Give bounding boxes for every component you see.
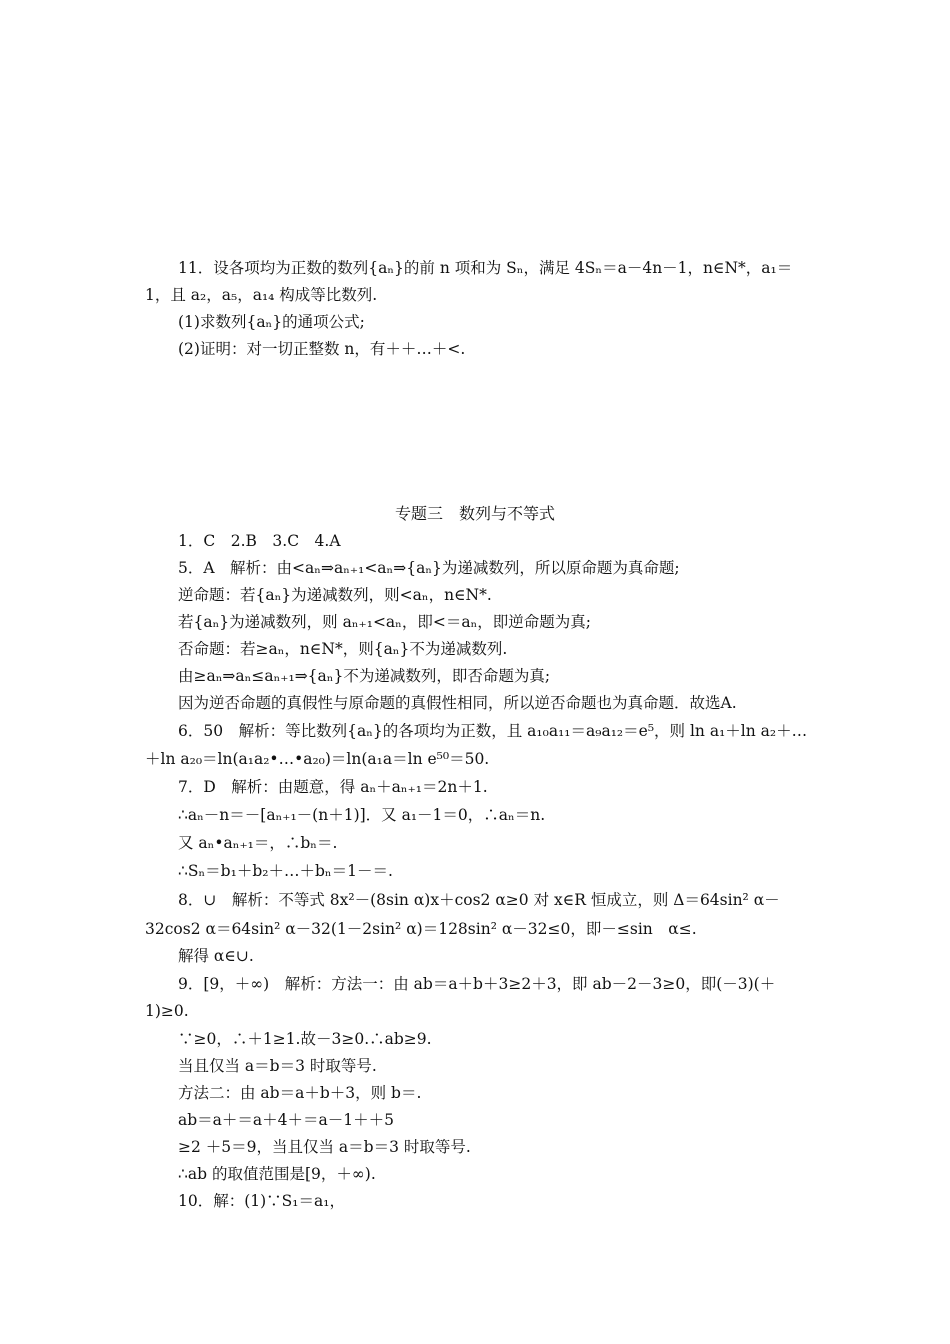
- answer-line: 当且仅当 a＝b＝3 时取等号.: [178, 1057, 377, 1075]
- answer-line: 1．C 2.B 3.C 4.A: [178, 532, 341, 550]
- answer-line: 又 aₙ•aₙ₊₁＝，∴bₙ＝.: [178, 834, 338, 852]
- answer-line: ab＝a＋＝a＋4＋＝a－1＋＋5: [178, 1111, 394, 1129]
- answer-line: ∴ab 的取值范围是[9，＋∞).: [178, 1165, 376, 1183]
- answer-line: 32cos2 α＝64sin² α－32(1－2sin² α)＝128sin² α－32≤0，即－≤sin α≤.: [145, 920, 697, 938]
- answer-line: 7．D 解析：由题意，得 aₙ＋aₙ₊₁＝2n＋1.: [178, 778, 488, 796]
- answer-line: 由≥aₙ⇒aₙ≤aₙ₊₁⇒{aₙ}不为递减数列，即否命题为真;: [178, 667, 551, 685]
- problem-11-part-2: (2)证明：对一切正整数 n，有＋＋…＋<.: [178, 340, 466, 358]
- answer-line: 5．A 解析：由<aₙ⇒aₙ₊₁<aₙ⇒{aₙ}为递减数列，所以原命题为真命题;: [178, 559, 680, 577]
- problem-11-line-2: 1，且 a₂，a₅，a₁₄ 构成等比数列.: [145, 286, 378, 304]
- answer-line: 方法二：由 ab＝a＋b＋3，则 b＝.: [178, 1084, 422, 1102]
- answer-line: ∴Sₙ＝b₁＋b₂＋…＋bₙ＝1－＝.: [178, 862, 393, 880]
- answer-line: ∵≥0，∴＋1≥1.故－3≥0.∴ab≥9.: [178, 1030, 432, 1048]
- answer-line: 否命题：若≥aₙ，n∈N*，则{aₙ}不为递减数列.: [178, 640, 508, 658]
- answer-line: 若{aₙ}为递减数列，则 aₙ₊₁<aₙ，即<＝aₙ，即逆命题为真;: [178, 613, 592, 631]
- problem-11-line-1: 11．设各项均为正数的数列{aₙ}的前 n 项和为 Sₙ，满足 4Sₙ＝a－4n－1，n∈N*，a₁＝: [178, 259, 793, 277]
- answer-line: 10．解：(1)∵S₁＝a₁，: [178, 1192, 345, 1210]
- answer-line: 8．∪ 解析：不等式 8x²－(8sin α)x＋cos2 α≥0 对 x∈R 恒成立，则 Δ＝64sin² α－: [178, 891, 780, 909]
- problem-11-part-1: (1)求数列{aₙ}的通项公式;: [178, 313, 365, 331]
- answer-line: 因为逆否命题的真假性与原命题的真假性相同，所以逆否命题也为真命题．故选A.: [178, 694, 737, 712]
- answer-line: ∴aₙ－n＝－[aₙ₊₁－(n＋1)]．又 a₁－1＝0，∴aₙ＝n.: [178, 806, 546, 824]
- answer-line: 逆命题：若{aₙ}为递减数列，则<aₙ，n∈N*.: [178, 586, 492, 604]
- answer-line: ＋ln a₂₀＝ln(a₁a₂•…•a₂₀)＝ln(a₁a＝ln e⁵⁰＝50.: [145, 750, 490, 768]
- answer-line: 9．[9，＋∞) 解析：方法一：由 ab＝a＋b＋3≥2＋3，即 ab－2－3≥0，即(－3)(＋: [178, 975, 776, 993]
- answer-line: 6．50 解析：等比数列{aₙ}的各项均为正数，且 a₁₀a₁₁＝a₉a₁₂＝e⁵，则 ln a₁＋ln a₂＋…: [178, 722, 808, 740]
- section-title: 专题三 数列与不等式: [394, 504, 555, 523]
- answer-line: ≥2 ＋5＝9，当且仅当 a＝b＝3 时取等号.: [178, 1138, 471, 1156]
- answer-line: 解得 α∈∪.: [178, 947, 254, 965]
- answer-line: 1)≥0.: [145, 1002, 189, 1020]
